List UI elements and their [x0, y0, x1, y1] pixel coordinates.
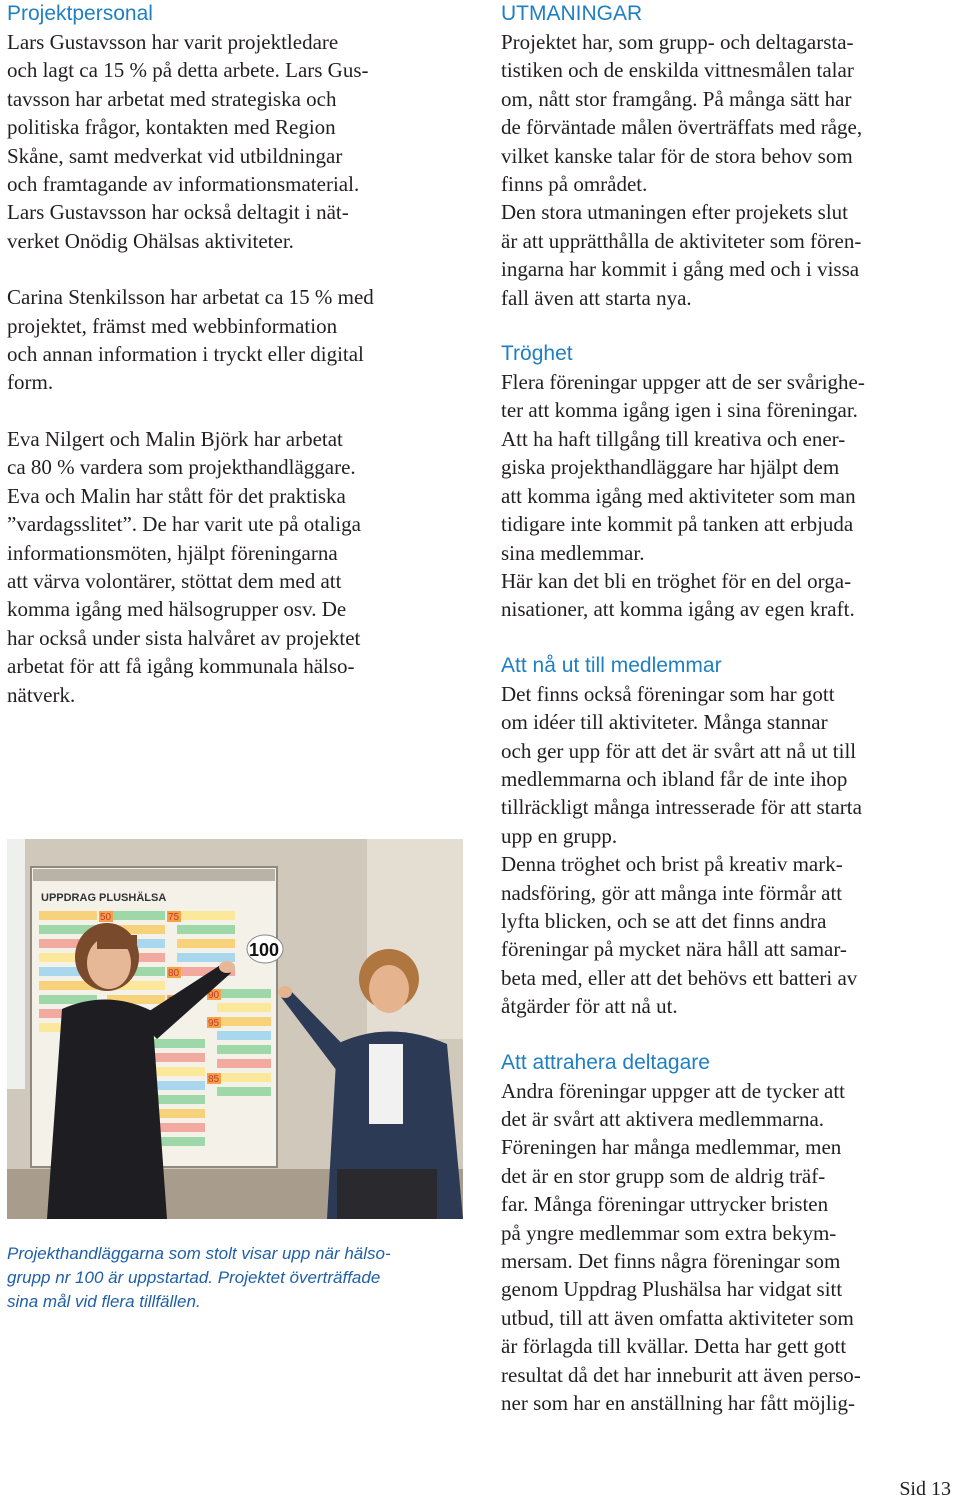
board-title: UPPDRAG PLUSHÄLSA: [41, 892, 167, 904]
badge-100: 100: [249, 940, 280, 960]
heading-projektpersonal: Projektpersonal: [7, 2, 153, 25]
page-number: Sid 13: [899, 1478, 951, 1500]
paragraph-lars: Lars Gustavsson har varit projektledare och lagt ca 15 % på detta arbete. Lars Gus- tavsson har arbetat med strategiska och politiska frågor, kontakten med Region Skåne, samt medverkat vid utbildningar och framtagande av informationsmaterial. Lars Gustavsson har också deltagit i nät- verket Onödig Ohälsas aktiviteter.: [7, 30, 369, 253]
heading-utmaningar: UTMANINGAR: [501, 2, 643, 25]
paragraph-troghet-1: Flera föreningar uppger att de ser svårighe- ter att komma igång igen i sina föreningar. Att ha haft tillgång till kreativa och ener- giska projekthandläggare har hjälpt dem att komma igång med aktiviteter som man tidigare inte kommit på tanken att erbjuda sina medlemmar.: [501, 370, 865, 565]
heading-na-ut: Att nå ut till medlemmar: [501, 653, 722, 677]
paragraph-attrahera: Andra föreningar uppger att de tycker att det är svårt att aktivera medlemmarna. Föreningen har många medlemmar, men det är en stor grupp som de aldrig träf- far. Många föreningar uttrycker bristen på yngre medlemmar som extra bekym- mersam. Det finns några föreningar som genom Uppdrag Plushälsa har vidgat sitt utbud, till att även omfatta aktiviteter som är förlagda till kvällar. Detta har gett gott resultat då det har inneburit att även perso- ner som har en anställning har fått möjlig-: [501, 1078, 861, 1416]
heading-troghet: Tröghet: [501, 342, 573, 366]
board-number-3: 80: [168, 968, 180, 979]
photo-caption: Projekthandläggarna som stolt visar upp när hälso- grupp nr 100 är uppstartad. Projektet överträffade sina mål vid flera tillfällen.: [7, 1244, 391, 1311]
paragraph-na-ut-1: Det finns också föreningar som har gott om idéer till aktiviteter. Många stannar och ger upp för att det är svårt att nå ut till medlemmarna och ibland får de inte ihop tillräckligt många intresserade för att starta upp en grupp.: [501, 681, 862, 848]
board-number-10: 85: [208, 1074, 220, 1085]
paragraph-eva-malin: Eva Nilgert och Malin Björk har arbetat ca 80 % vardera som projekthandläggare. Eva och Malin har stått för det praktiska ”vardagsslitet”. De har varit ute på otaliga informationsmöten, hjälpt föreningarna att värva volontärer, stöttat dem med att komma igång med hälsogrupper osv. De har också under sista halvåret av projektet arbetat för att få igång kommunala hälso- nätverk.: [7, 426, 361, 707]
paragraph-na-ut-2: Denna tröghet och brist på kreativ mark- nadsföring, gör att många inte förmår att lyfta blicken, och se att det finns andra föreningar på mycket nära håll att samar- beta med, eller att det behövs ett batteri av åtgärder för att nå ut.: [501, 852, 858, 1019]
paragraph-utmaningar-2: Den stora utmaningen efter projekets slut är att upprätthålla de aktiviteter som fören- ingarna har kommit i gång med och i vissa fall även att starta nya.: [501, 200, 862, 310]
paragraph-utmaningar-1: Projektet har, som grupp- och deltagarsta- tistiken och de enskilda vittnesmålen talar om, nått stor framgång. På många sätt har de förväntade målen överträffats med råge, vilket kanske talar för de stora behov som finns på området.: [501, 30, 863, 197]
board-number-1: 50: [100, 912, 112, 923]
right-column: [501, 0, 956, 1417]
board-number-5: 90: [208, 990, 220, 1001]
paragraph-carina: Carina Stenkilsson har arbetat ca 15 % med projektet, främst med webbinformation och annan information i tryckt eller digital form.: [7, 285, 374, 395]
heading-attrahera: Att attrahera deltagare: [501, 1050, 710, 1074]
paragraph-troghet-2: Här kan det bli en tröghet för en del orga- nisationer, att komma igång av egen kraft.: [501, 568, 855, 622]
left-column: [7, 0, 462, 709]
photo-project-handlers: [7, 839, 463, 1219]
board-number-2: 75: [168, 912, 180, 923]
board-number-6: 95: [208, 1018, 220, 1029]
